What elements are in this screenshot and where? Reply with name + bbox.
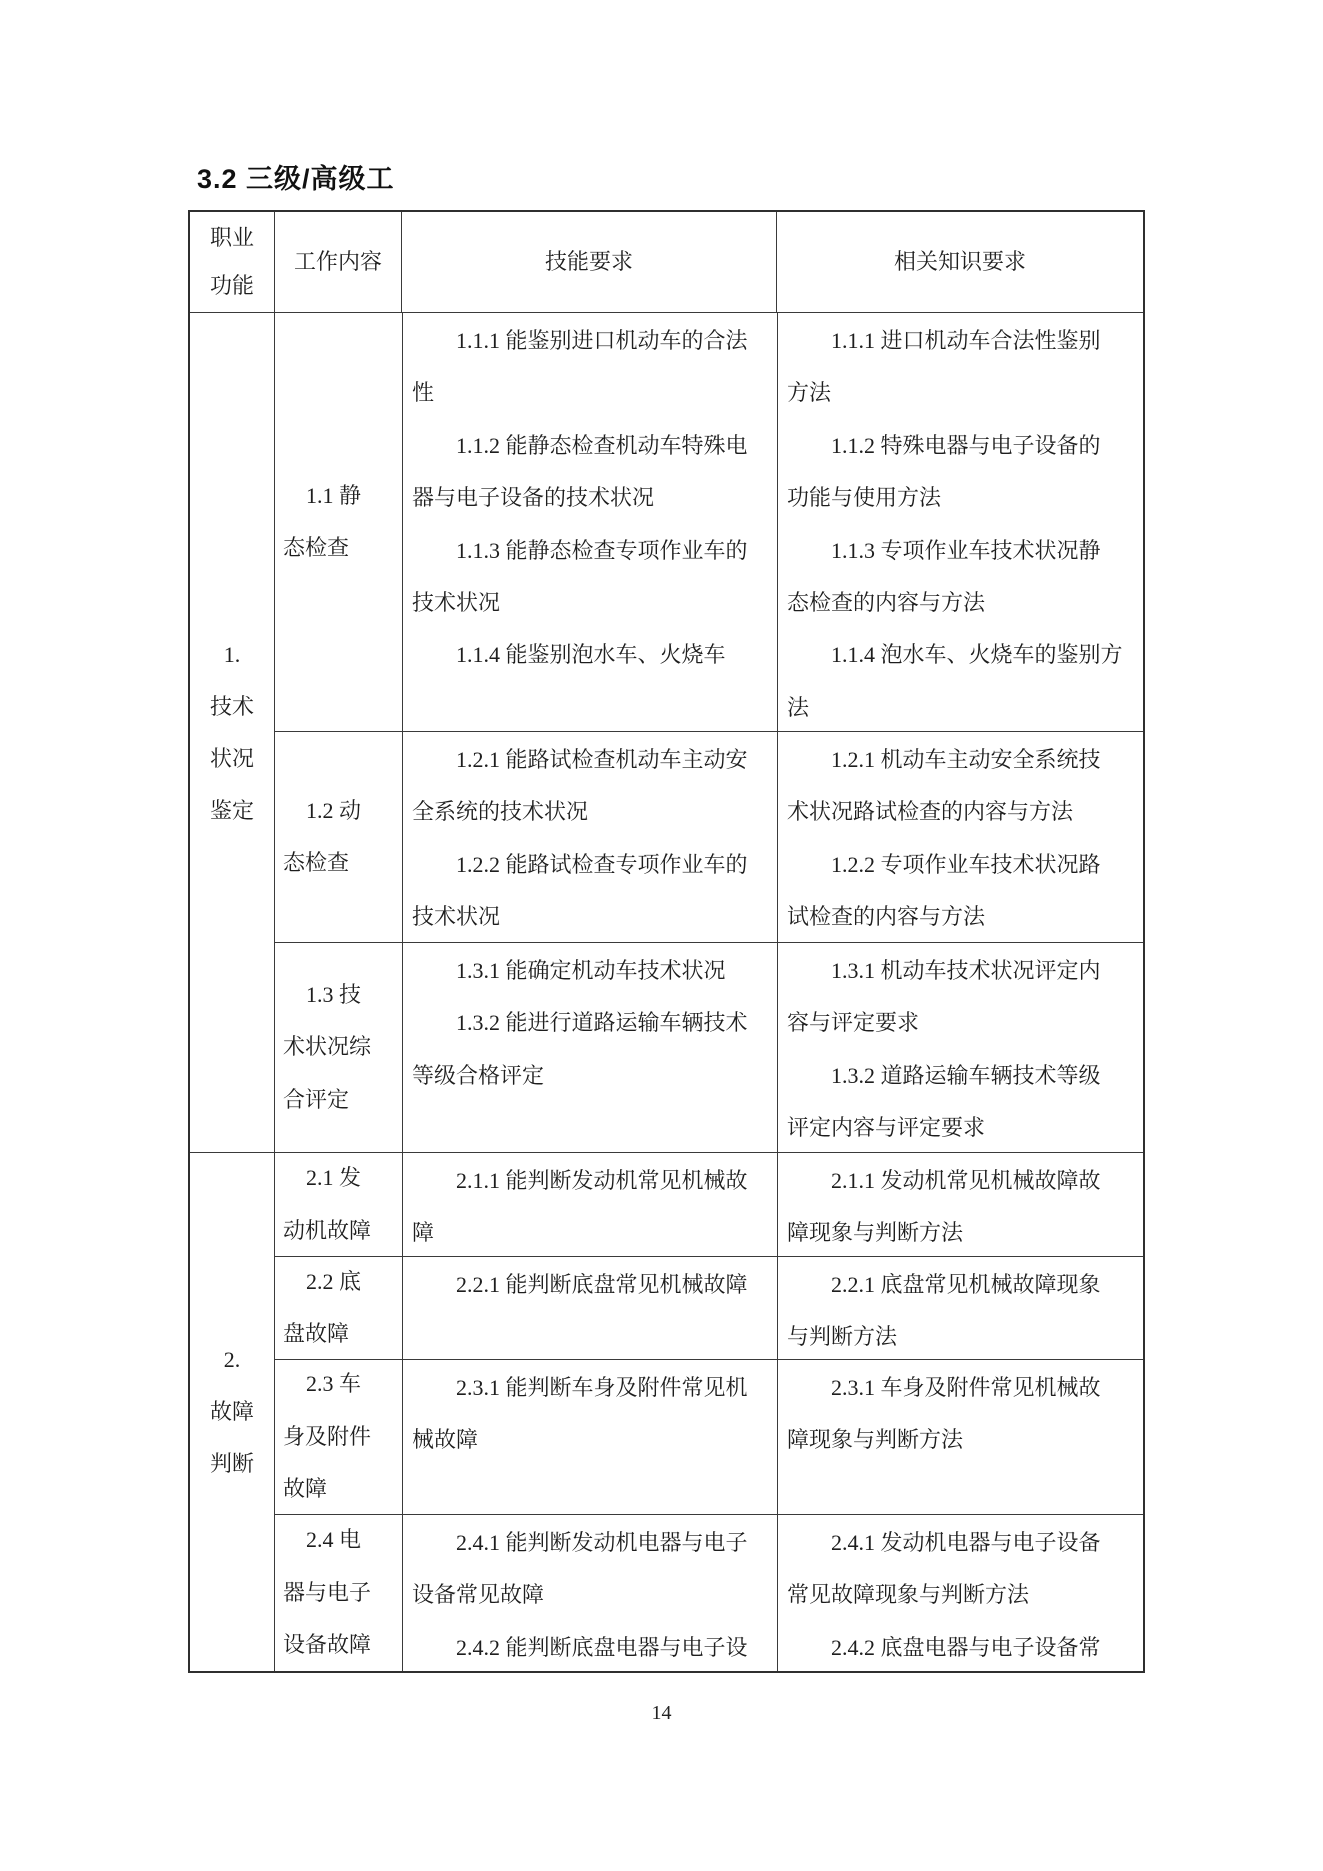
text-line: 技术	[209, 693, 254, 719]
text-line: 评定内容与评定要求	[787, 1115, 986, 1141]
occupational-function-cell	[190, 313, 274, 1152]
text-line: 障	[412, 1220, 435, 1246]
text-line: 1.1.1 能鉴别进口机动车的合法	[456, 328, 748, 353]
work-content-cell	[275, 313, 402, 731]
work-content-cell	[275, 1360, 402, 1514]
text-line: 械故障	[412, 1427, 479, 1453]
text-line: 障现象与判断方法	[787, 1427, 964, 1453]
text-line: 设备常见故障	[412, 1582, 545, 1608]
text-line: 1.2.1 能路试检查机动车主动安	[456, 747, 748, 772]
knowledge-requirements-cell	[777, 732, 1143, 942]
text-line: 2.4 电	[306, 1527, 362, 1553]
text-line: 态检查	[283, 850, 350, 875]
page-number: 14	[651, 1702, 672, 1724]
text-line: 2.4.1 能判断发动机电器与电子	[456, 1530, 748, 1555]
text-line: 2.1.1 能判断发动机常见机械故	[456, 1168, 748, 1193]
text-line: 2.2.1 底盘常见机械故障现象	[831, 1272, 1101, 1297]
text-line: 1.2.1 机动车主动安全系统技	[831, 747, 1101, 772]
text-line: 1.	[223, 641, 241, 667]
text-line: 1.1.3 能静态检查专项作业车的	[456, 537, 748, 563]
table-row	[275, 1514, 1143, 1671]
header-cell-occupational-function	[190, 212, 274, 312]
text-line: 1.1.3 专项作业车技术状况静	[831, 537, 1101, 563]
text-line: 2.1.1 发动机常见机械故障故	[831, 1168, 1101, 1193]
header-cell-skill-requirements: 技能要求	[401, 212, 776, 312]
text-line: 功能	[209, 273, 254, 298]
section-rows	[274, 1153, 1143, 1671]
text-line: 试检查的内容与方法	[787, 904, 986, 930]
text-line: 与判断方法	[787, 1324, 898, 1350]
text-line: 故障	[283, 1476, 328, 1502]
work-content-cell	[275, 1153, 402, 1256]
table-section-1	[190, 313, 1143, 1152]
table-row	[275, 313, 1143, 731]
skill-requirements-cell	[402, 732, 777, 942]
text-line: 态检查	[283, 535, 350, 560]
skill-requirements-cell	[402, 943, 777, 1152]
work-content-cell	[275, 943, 402, 1152]
text-line: 障现象与判断方法	[787, 1220, 964, 1246]
header-cell-work-content: 工作内容	[274, 212, 401, 312]
text-line: 故障	[209, 1399, 254, 1424]
section-rows	[274, 313, 1143, 1152]
text-line: 1.2.2 能路试检查专项作业车的	[456, 851, 748, 877]
skill-requirements-cell	[402, 1257, 777, 1359]
text-line: 设备故障	[283, 1632, 372, 1658]
text-line: 2.2 底	[306, 1268, 362, 1294]
text-line: 合评定	[283, 1086, 350, 1112]
table-row	[275, 1256, 1143, 1359]
knowledge-requirements-cell	[777, 1257, 1143, 1359]
knowledge-requirements-cell	[777, 313, 1143, 731]
table-row	[275, 1153, 1143, 1256]
text-line: 1.1.2 能静态检查机动车特殊电	[456, 432, 748, 458]
text-line: 2.3 车	[306, 1371, 362, 1397]
knowledge-requirements-cell	[777, 1515, 1143, 1671]
table-section-2	[190, 1152, 1143, 1671]
header-cell-knowledge-requirements: 相关知识要求	[776, 212, 1143, 312]
text-line: 方法	[787, 380, 832, 406]
text-line: 动机故障	[283, 1217, 372, 1243]
table-row	[275, 731, 1143, 942]
text-line: 1.1.1 进口机动车合法性鉴别	[831, 328, 1101, 353]
text-line: 1.2 动	[306, 797, 362, 823]
occupational-function-cell	[190, 1153, 274, 1671]
text-line: 身及附件	[283, 1423, 372, 1449]
skill-requirements-cell	[402, 1153, 777, 1256]
skill-requirements-cell	[402, 1515, 777, 1671]
text-line: 常见故障现象与判断方法	[787, 1582, 1030, 1608]
text-line: 1.1.4 能鉴别泡水车、火烧车	[456, 642, 726, 668]
work-content-cell	[275, 732, 402, 942]
text-line: 1.2.2 专项作业车技术状况路	[831, 851, 1101, 877]
text-line: 技术状况	[412, 590, 501, 616]
text-line: 2.3.1 能判断车身及附件常见机	[456, 1375, 748, 1400]
text-line: 器与电子设备的技术状况	[412, 485, 655, 511]
text-line: 功能与使用方法	[787, 485, 942, 511]
knowledge-requirements-cell	[777, 1153, 1143, 1256]
text-line: 盘故障	[283, 1321, 350, 1346]
text-line: 1.1.4 泡水车、火烧车的鉴别方	[831, 642, 1123, 668]
text-line: 技术状况	[412, 904, 501, 930]
occupational-standard-table	[188, 210, 1145, 1673]
text-line: 性	[412, 380, 435, 406]
text-line: 2.3.1 车身及附件常见机械故	[831, 1375, 1101, 1400]
skill-requirements-cell	[402, 1360, 777, 1514]
text-line: 1.1.2 特殊电器与电子设备的	[831, 432, 1101, 458]
text-line: 术状况综	[283, 1034, 372, 1060]
text-line: 法	[787, 694, 810, 720]
text-line: 2.	[223, 1347, 241, 1372]
table-row	[275, 1359, 1143, 1514]
text-line: 1.1 静	[306, 482, 362, 508]
text-line: 1.3.2 能进行道路运输车辆技术	[456, 1010, 748, 1036]
text-line: 2.1 发	[306, 1165, 362, 1191]
text-line: 状况	[209, 745, 254, 771]
text-line: 1.3.2 道路运输车辆技术等级	[831, 1062, 1101, 1088]
text-line: 态检查的内容与方法	[787, 590, 986, 616]
page-title: 3.2 三级/高级工	[197, 164, 395, 194]
knowledge-requirements-cell	[777, 1360, 1143, 1514]
skill-requirements-cell	[402, 313, 777, 731]
knowledge-requirements-cell	[777, 943, 1143, 1152]
work-content-cell	[275, 1257, 402, 1359]
text-line: 全系统的技术状况	[412, 799, 589, 825]
text-line: 2.2.1 能判断底盘常见机械故障	[456, 1272, 748, 1297]
text-line: 职业	[209, 225, 254, 250]
text-line: 1.3.1 机动车技术状况评定内	[831, 958, 1101, 983]
text-line: 2.4.2 能判断底盘电器与电子设	[456, 1634, 748, 1660]
text-line: 容与评定要求	[787, 1010, 920, 1036]
text-line: 器与电子	[283, 1579, 372, 1605]
text-line: 2.4.2 底盘电器与电子设备常	[831, 1634, 1101, 1660]
work-content-cell	[275, 1515, 402, 1671]
table-header-row	[190, 212, 1143, 313]
text-line: 2.4.1 发动机电器与电子设备	[831, 1530, 1101, 1555]
text-line: 1.3 技	[306, 981, 362, 1007]
text-line: 判断	[209, 1451, 254, 1476]
text-line: 鉴定	[209, 797, 254, 823]
table-row	[275, 942, 1143, 1152]
text-line: 术状况路试检查的内容与方法	[787, 799, 1074, 825]
table-body	[190, 313, 1143, 1671]
text-line: 1.3.1 能确定机动车技术状况	[456, 958, 726, 983]
text-line: 等级合格评定	[412, 1062, 545, 1088]
